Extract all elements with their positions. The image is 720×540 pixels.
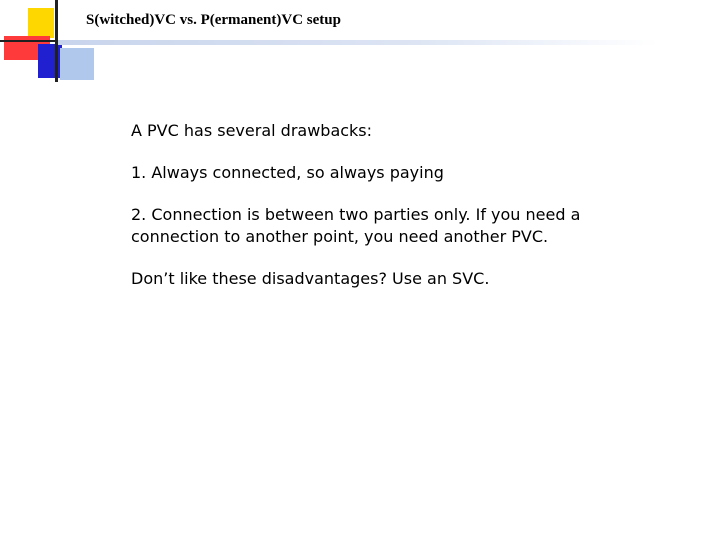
logo-horizontal-line: [0, 40, 60, 42]
logo-yellow-square: [28, 8, 54, 38]
body-paragraph-1: 1. Always connected, so always paying: [131, 163, 444, 182]
slide-title: S(witched)VC vs. P(ermanent)VC setup: [86, 12, 341, 28]
body-paragraph-intro: A PVC has several drawbacks:: [131, 121, 373, 140]
body-paragraph-conclusion: Don’t like these disadvantages? Use an SVC.: [131, 269, 490, 288]
body-paragraph-2: 2. Connection is between two parties only. If you need a connection to another point, you need another PVC.: [131, 205, 581, 246]
title-underline: [58, 40, 658, 45]
slide-body: [131, 120, 591, 310]
logo-blue-square: [38, 44, 62, 78]
logo-lightblue-square: [60, 48, 94, 80]
